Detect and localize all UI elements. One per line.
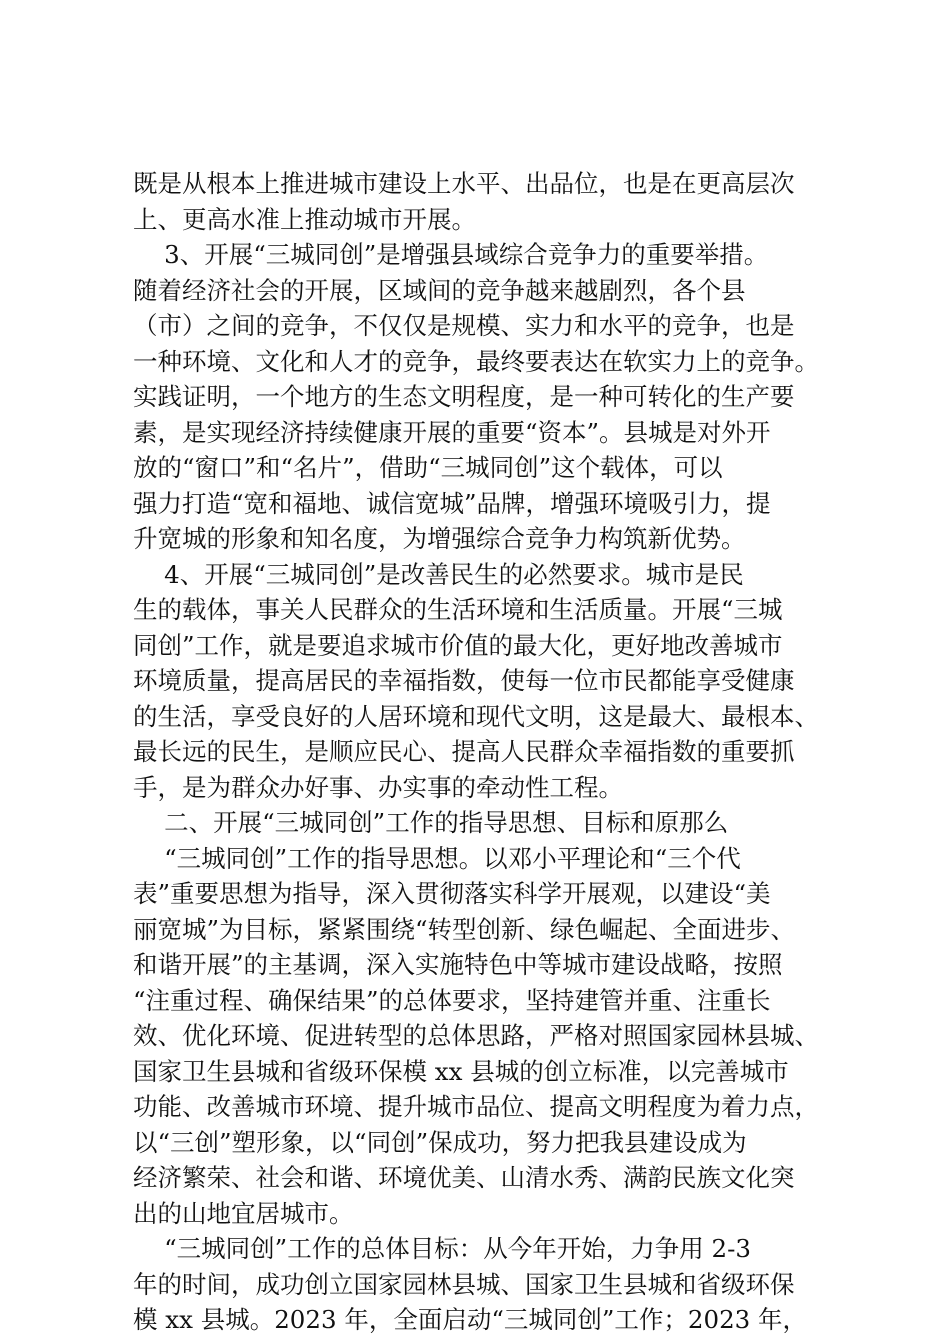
text-line: 4、开展“三城同创”是改善民生的必然要求。城市是民 — [133, 559, 744, 589]
text-line: 随着经济社会的开展，区域间的竞争越来越剧烈，各个县 — [133, 275, 746, 305]
text-line: 生的载体，事关人民群众的生活环境和生活质量。开展“三城 — [133, 595, 783, 624]
text-line: “三城同创”工作的总体目标：从今年开始，力争用 2-3 — [133, 1234, 751, 1263]
body-text — [133, 166, 833, 1338]
text-line: 功能、改善城市环境、提升城市品位、提高文明程度为着力点， — [133, 1092, 819, 1121]
text-line: 一种环境、文化和人才的竞争，最终要表达在软实力上的竞争。 — [133, 346, 819, 376]
text-line: 表”重要思想为指导，深入贯彻落实科学开展观，以建设“美 — [133, 879, 771, 908]
text-line: 手，是为群众办好事、办实事的牵动性工程。 — [133, 772, 623, 802]
text-line: “注重过程、确保结果”的总体要求，坚持建管并重、注重长 — [133, 985, 771, 1015]
text-line: 3、开展“三城同创”是增强县域综合竞争力的重要举措。 — [133, 240, 769, 269]
text-line: （市）之间的竞争，不仅仅是规模、实力和水平的竞争，也是 — [133, 311, 795, 340]
text-line: 上、更高水准上推动城市开展。 — [133, 204, 476, 234]
text-line: 的生活，享受良好的人居环境和现代文明，这是最大、最根本、 — [133, 701, 819, 731]
text-line: 实践证明，一个地方的生态文明程度，是一种可转化的生产要 — [133, 382, 795, 411]
text-line: 国家卫生县城和省级环保模 xx 县城的创立标准，以完善城市 — [133, 1056, 789, 1086]
text-line: 模 xx 县城。2023 年，全面启动“三城同创”工作；2023 年， — [133, 1305, 808, 1334]
text-line: 既是从根本上推进城市建设上水平、出品位，也是在更高层次 — [133, 169, 795, 198]
text-line: “三城同创”工作的指导思想。以邓小平理论和“三个代 — [133, 843, 741, 873]
text-line: 年的时间，成功创立国家园林县城、国家卫生县城和省级环保 — [133, 1269, 795, 1299]
text-line: 同创”工作，就是要追求城市价值的最大化，更好地改善城市 — [133, 630, 783, 660]
text-line: 强力打造“宽和福地、诚信宽城”品牌，增强环境吸引力，提 — [133, 488, 771, 518]
text-line: 和谐开展”的主基调，深入实施特色中等城市建设战略，按照 — [133, 950, 783, 979]
text-line: 素，是实现经济持续健康开展的重要“资本”。县城是对外开 — [133, 417, 771, 447]
text-line: 最长远的民生，是顺应民心、提高人民群众幸福指数的重要抓 — [133, 737, 795, 766]
text-line: 升宽城的形象和知名度，为增强综合竞争力构筑新优势。 — [133, 524, 746, 553]
text-line: 效、优化环境、促进转型的总体思路，严格对照国家园林县城、 — [133, 1021, 819, 1050]
section-heading: 二、开展“三城同创”工作的指导思想、目标和原那么 — [133, 808, 729, 837]
text-line: 出的山地宜居城市。 — [133, 1198, 354, 1228]
text-line: 环境质量，提高居民的幸福指数，使每一位市民都能享受健康 — [133, 666, 795, 695]
text-line: 经济繁荣、社会和谐、环境优美、山清水秀、满韵民族文化突 — [133, 1163, 795, 1192]
text-line: 以“三创”塑形象，以“同创”保成功，努力把我县建设成为 — [133, 1127, 747, 1157]
text-line: 放的“窗口”和“名片”，借助“三城同创”这个载体，可以 — [133, 453, 723, 482]
text-line: 丽宽城”为目标，紧紧围绕“转型创新、绿色崛起、全面进步、 — [133, 914, 796, 944]
